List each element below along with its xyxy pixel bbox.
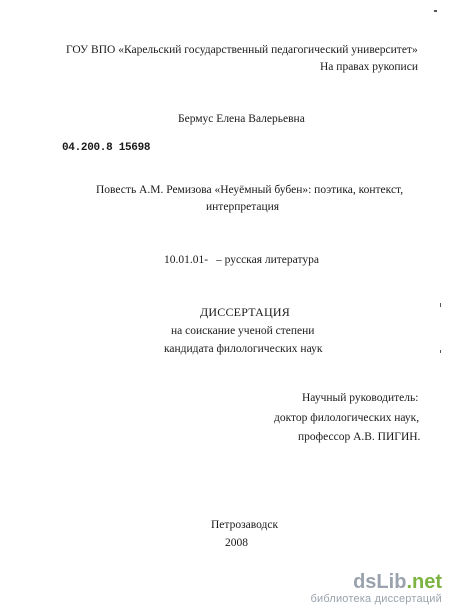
document-type: ДИССЕРТАЦИЯ: [200, 305, 290, 319]
watermark-logo: [310, 571, 442, 593]
scan-speck: [434, 10, 437, 12]
watermark-logo-part1: dsLib: [353, 571, 407, 593]
specialty-name: – русская литература: [216, 254, 319, 266]
advisor-label: Научный руководитель:: [302, 392, 419, 404]
watermark-logo-part2: .net: [406, 571, 442, 593]
archive-stamp-number: 04.200.8 15698: [62, 142, 151, 154]
title-line-2: интерпретация: [206, 201, 280, 213]
title-line-1: Повесть А.М. Ремизова «Неуёмный бубен»: поэтика, контекст,: [96, 184, 404, 196]
specialty-code: 10.01.01-: [164, 254, 209, 266]
institution-name: ГОУ ВПО «Карельский государственный педагогический университет»: [66, 44, 418, 56]
scan-speck: [440, 303, 441, 307]
dslib-watermark: [310, 571, 442, 606]
advisor-degree: доктор филологических наук,: [274, 412, 420, 424]
degree-line-1: на соискание ученой степени: [171, 325, 315, 337]
city: Петрозаводск: [211, 519, 279, 531]
watermark-subtitle: библиотека диссертаций: [310, 593, 442, 605]
rights-note: На правах рукописи: [320, 61, 418, 73]
degree-line-2: кандидата филологических наук: [164, 343, 323, 355]
advisor-name: профессор А.В. ПИГИН.: [298, 431, 421, 443]
scan-speck: [440, 350, 441, 353]
year: 2008: [225, 537, 248, 549]
author-name: Бермус Елена Валерьевна: [178, 113, 305, 125]
